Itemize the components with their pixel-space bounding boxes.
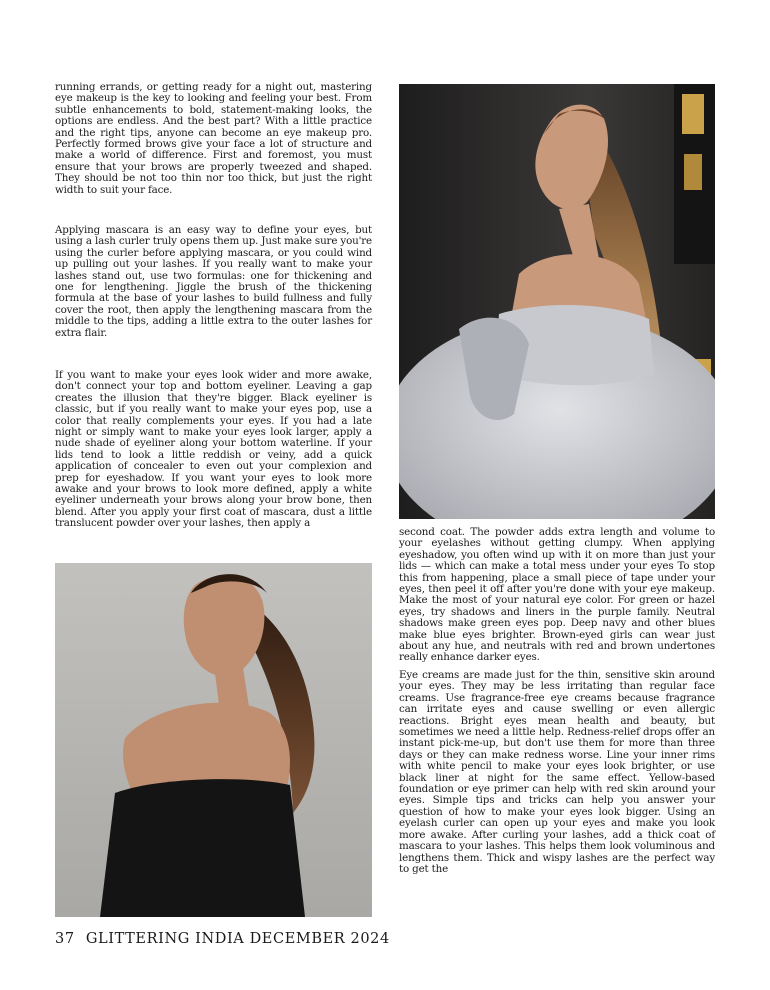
photo-woman-gray-gown <box>399 84 715 519</box>
page-footer <box>55 931 390 947</box>
article-paragraph-5: Eye creams are made just for the thin, sensitive skin around your eyes. They may be less irritating than regular face creams. Use fragrance-free eye creams because fragrance can irritate eyes and cause swelling or even allergic reactions. Bright eyes mean health and beauty, but sometimes we need a little help. Redness-relief drops offer an instant pick-me-up, but don't use them for more than three days or they can make redness worse. Line your inner rims with white pencil to make your eyes look brighter, or use black liner at night for the same effect. Yellow-based foundation or eye primer can help with red skin around your eyes. Simple tips and tricks can help you answer your question of how to make your eyes look bigger. Using an eyelash curler can open up your eyes and make you look more awake. After curling your lashes, add a thick coat of mascara to your lashes. This helps them look voluminous and lengthens them. Thick and wispy lashes are the perfect way to get the <box>399 669 715 875</box>
publication-name: GLITTERING INDIA DECEMBER 2024 <box>85 931 390 947</box>
photo-woman-black-dress <box>55 563 372 917</box>
article-paragraph-1: running errands, or getting ready for a night out, mastering eye makeup is the key to looking and feeling your best. From subtle enhancements to bold, statement-making looks, the options are endless. And the best part? With a little practice and the right tips, anyone can become an eye makeup pro. Perfectly formed brows give your face a lot of structure and make a world of difference. First and foremost, you must ensure that your brows are properly tweezed and shaped. They should be not too thin nor too thick, but just the right width to suit your face. <box>55 81 372 196</box>
article-paragraph-2: Applying mascara is an easy way to define your eyes, but using a lash curler truly opens them up. Just make sure you're using the curler before applying mascara, or you could wind up pulling out your lashes. If you really want to make your lashes stand out, use two formulas: one for thickening and one for lengthening. Jiggle the brush of the thickening formula at the base of your lashes to build fullness and fully cover the root, then apply the lengthening mascara from the middle to the tips, adding a little extra to the outer lashes for extra flair. <box>55 224 372 339</box>
page-number: 37 <box>55 931 75 947</box>
article-paragraph-4: second coat. The powder adds extra length and volume to your eyelashes without getting clumpy. When applying eyeshadow, you often wind up with it on more than just your lids — which can make a total mess under your eyes To stop this from happening, place a small piece of tape under your eyes, then peel it off after you're done with your eye makeup. Make the most of your natural eye color. For green or hazel eyes, try shadows and liners in the purple family. Neutral shadows make green eyes pop. Deep navy and other blues make blue eyes brighter. Brown-eyed girls can wear just about any hue, and neutrals with red and brown undertones really enhance darker eyes. <box>399 526 715 664</box>
article-paragraph-3: If you want to make your eyes look wider and more awake, don't connect your top and bottom eyeliner. Leaving a gap creates the illusion that they're bigger. Black eyeliner is classic, but if you really want to make your eyes pop, use a color that really complements your eyes. If you had a late night or simply want to make your eyes look larger, apply a nude shade of eyeliner along your bottom waterline. If your lids tend to look a little reddish or veiny, add a quick application of concealer to even out your complexion and prep for eyeshadow. If you want your eyes to look more awake and your brows to look more defined, apply a white eyeliner underneath your brows along your brow bone, then blend. After you apply your first coat of mascara, dust a little translucent powder over your lashes, then apply a <box>55 369 372 530</box>
